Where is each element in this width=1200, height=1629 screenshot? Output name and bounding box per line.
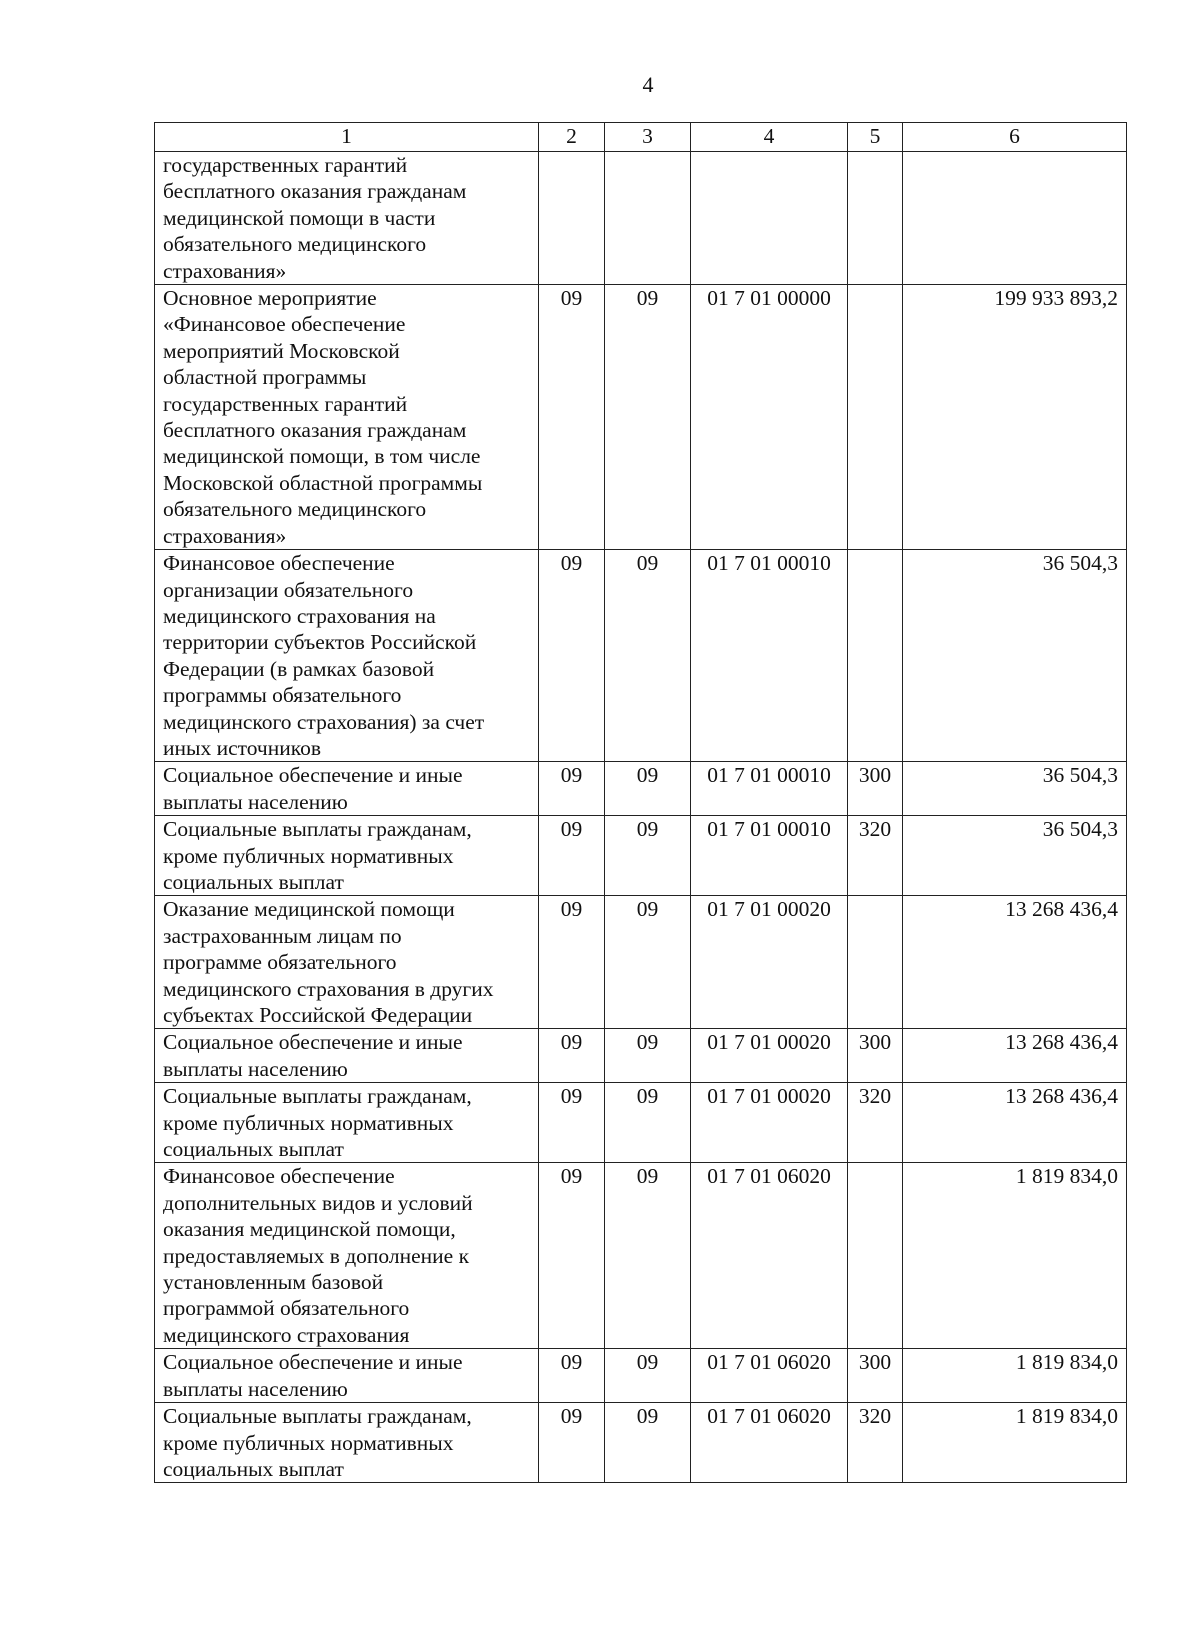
row-name-line: медицинской помощи, в том числе — [163, 444, 481, 469]
row-name-line: застрахованным лицам по — [163, 923, 402, 948]
subsection-code-cell: 09 — [605, 1029, 691, 1083]
amount-cell: 36 504,3 — [903, 550, 1127, 762]
row-name-line: программы обязательного — [163, 683, 402, 708]
column-header-5: 5 — [848, 123, 903, 152]
row-name-line: Финансовое обеспечение — [163, 551, 395, 576]
expense-type-code-cell: 320 — [848, 1083, 903, 1163]
subsection-code-cell: 09 — [605, 550, 691, 762]
target-item-code-cell: 01 7 01 00010 — [691, 762, 848, 816]
section-code-cell — [539, 152, 605, 285]
expense-type-code-cell — [848, 896, 903, 1029]
table-row — [155, 1029, 1127, 1083]
subsection-code-cell: 09 — [605, 1163, 691, 1349]
amount-cell: 1 819 834,0 — [903, 1163, 1127, 1349]
expense-type-code-cell — [848, 550, 903, 762]
row-name-line: субъектах Российской Федерации — [163, 1003, 473, 1027]
expense-type-code-cell: 300 — [848, 1029, 903, 1083]
row-name-line: бесплатного оказания гражданам — [163, 179, 467, 204]
table-body — [155, 152, 1127, 1483]
row-name-line: иных источников — [163, 735, 322, 760]
section-code-cell: 09 — [539, 762, 605, 816]
row-name-line: программой обязательного — [163, 1296, 410, 1321]
section-code-cell: 09 — [539, 285, 605, 550]
row-name-line: территории субъектов Российской — [163, 630, 477, 655]
row-name-line: обязательного медицинского — [163, 497, 427, 522]
table-row — [155, 816, 1127, 896]
row-name-line: медицинского страхования — [163, 1322, 410, 1347]
row-name-cell — [155, 816, 539, 896]
expense-type-code-cell: 320 — [848, 1403, 903, 1483]
row-name-cell — [155, 1403, 539, 1483]
target-item-code-cell: 01 7 01 06020 — [691, 1163, 848, 1349]
row-name-cell — [155, 285, 539, 550]
row-name-line: дополнительных видов и условий — [163, 1190, 473, 1215]
row-name-line: кроме публичных нормативных — [163, 1430, 454, 1455]
section-code-cell: 09 — [539, 816, 605, 896]
table-header-row — [155, 123, 1127, 152]
target-item-code-cell: 01 7 01 00010 — [691, 550, 848, 762]
row-name-line: социальных выплат — [163, 1137, 344, 1162]
section-code-cell: 09 — [539, 1029, 605, 1083]
table-row — [155, 1163, 1127, 1349]
target-item-code-cell: 01 7 01 06020 — [691, 1349, 848, 1403]
target-item-code-cell: 01 7 01 00020 — [691, 896, 848, 1029]
row-name-line: Финансовое обеспечение — [163, 1164, 395, 1189]
amount-cell: 1 819 834,0 — [903, 1349, 1127, 1403]
row-name-line: областной программы — [163, 365, 367, 390]
column-header-6: 6 — [903, 123, 1127, 152]
target-item-code-cell: 01 7 01 00020 — [691, 1029, 848, 1083]
row-name-cell — [155, 152, 539, 285]
row-name-line: кроме публичных нормативных — [163, 1110, 454, 1135]
row-name-line: социальных выплат — [163, 1456, 344, 1481]
section-code-cell: 09 — [539, 1349, 605, 1403]
row-name-cell — [155, 1163, 539, 1349]
subsection-code-cell: 09 — [605, 285, 691, 550]
table-row — [155, 1349, 1127, 1403]
expense-type-code-cell — [848, 152, 903, 285]
subsection-code-cell: 09 — [605, 816, 691, 896]
row-name-line: страхования» — [163, 523, 287, 548]
row-name-line: обязательного медицинского — [163, 232, 427, 257]
section-code-cell: 09 — [539, 550, 605, 762]
row-name-line: выплаты населению — [163, 1056, 348, 1081]
amount-cell: 13 268 436,4 — [903, 896, 1127, 1029]
expense-type-code-cell: 300 — [848, 1349, 903, 1403]
row-name-line: кроме публичных нормативных — [163, 843, 454, 868]
column-header-1: 1 — [155, 123, 539, 152]
row-name-line: медицинской помощи в части — [163, 205, 436, 230]
row-name-line: государственных гарантий — [163, 391, 408, 416]
row-name-line: Оказание медицинской помощи — [163, 897, 455, 922]
row-name-line: государственных гарантий — [163, 153, 408, 177]
subsection-code-cell — [605, 152, 691, 285]
row-name-line: мероприятий Московской — [163, 338, 400, 363]
table-row — [155, 550, 1127, 762]
table-row — [155, 285, 1127, 550]
row-name-line: выплаты населению — [163, 1376, 348, 1401]
row-name-line: медицинского страхования в других — [163, 976, 494, 1001]
section-code-cell: 09 — [539, 896, 605, 1029]
row-name-line: Основное мероприятие — [163, 286, 377, 311]
row-name-line: социальных выплат — [163, 869, 344, 894]
row-name-line: Социальные выплаты гражданам, — [163, 1084, 472, 1109]
expense-type-code-cell: 300 — [848, 762, 903, 816]
budget-table — [154, 122, 1127, 1483]
row-name-cell — [155, 762, 539, 816]
expense-type-code-cell — [848, 285, 903, 550]
section-code-cell: 09 — [539, 1163, 605, 1349]
row-name-cell — [155, 1349, 539, 1403]
page-number: 4 — [642, 72, 654, 97]
table-row — [155, 896, 1127, 1029]
amount-cell: 36 504,3 — [903, 816, 1127, 896]
row-name-cell — [155, 550, 539, 762]
table-row — [155, 152, 1127, 285]
column-header-3: 3 — [605, 123, 691, 152]
subsection-code-cell: 09 — [605, 1349, 691, 1403]
row-name-line: «Финансовое обеспечение — [163, 312, 406, 337]
row-name-line: выплаты населению — [163, 789, 348, 814]
row-name-line: оказания медицинской помощи, — [163, 1217, 456, 1242]
row-name-line: предоставляемых в дополнение к — [163, 1243, 470, 1268]
row-name-cell — [155, 1029, 539, 1083]
row-name-line: Социальное обеспечение и иные — [163, 1350, 463, 1375]
row-name-line: медицинского страхования на — [163, 603, 436, 628]
table-row — [155, 1403, 1127, 1483]
target-item-code-cell: 01 7 01 00000 — [691, 285, 848, 550]
row-name-line: Социальные выплаты гражданам, — [163, 1404, 472, 1429]
subsection-code-cell: 09 — [605, 762, 691, 816]
row-name-line: организации обязательного — [163, 577, 414, 602]
subsection-code-cell: 09 — [605, 1403, 691, 1483]
subsection-code-cell: 09 — [605, 896, 691, 1029]
row-name-line: Социальное обеспечение и иные — [163, 1030, 463, 1055]
amount-cell: 1 819 834,0 — [903, 1403, 1127, 1483]
target-item-code-cell: 01 7 01 00010 — [691, 816, 848, 896]
row-name-line: бесплатного оказания гражданам — [163, 418, 467, 443]
row-name-line: Социальные выплаты гражданам, — [163, 817, 472, 842]
amount-cell: 199 933 893,2 — [903, 285, 1127, 550]
table-row — [155, 1083, 1127, 1163]
row-name-cell — [155, 1083, 539, 1163]
row-name-line: страхования» — [163, 258, 287, 283]
row-name-line: Федерации (в рамках базовой — [163, 656, 435, 681]
row-name-line: медицинского страхования) за счет — [163, 709, 485, 734]
row-name-line: Московской областной программы — [163, 470, 483, 495]
row-name-line: Социальное обеспечение и иные — [163, 763, 463, 788]
row-name-line: программе обязательного — [163, 950, 397, 975]
expense-type-code-cell: 320 — [848, 816, 903, 896]
subsection-code-cell: 09 — [605, 1083, 691, 1163]
amount-cell: 13 268 436,4 — [903, 1083, 1127, 1163]
column-header-2: 2 — [539, 123, 605, 152]
amount-cell: 36 504,3 — [903, 762, 1127, 816]
amount-cell: 13 268 436,4 — [903, 1029, 1127, 1083]
target-item-code-cell: 01 7 01 06020 — [691, 1403, 848, 1483]
target-item-code-cell — [691, 152, 848, 285]
section-code-cell: 09 — [539, 1083, 605, 1163]
row-name-line: установленным базовой — [163, 1270, 384, 1295]
section-code-cell: 09 — [539, 1403, 605, 1483]
target-item-code-cell: 01 7 01 00020 — [691, 1083, 848, 1163]
column-header-4: 4 — [691, 123, 848, 152]
expense-type-code-cell — [848, 1163, 903, 1349]
table-row — [155, 762, 1127, 816]
amount-cell — [903, 152, 1127, 285]
row-name-cell — [155, 896, 539, 1029]
